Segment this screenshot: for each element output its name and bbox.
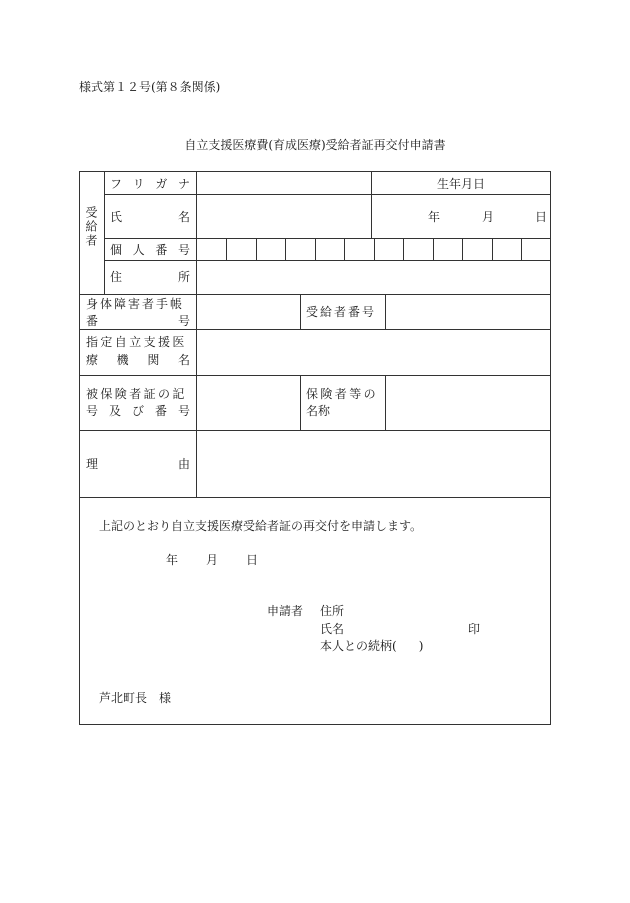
- seal-mark: 印: [468, 622, 481, 636]
- addressee: 芦北町長 様: [99, 691, 172, 705]
- applicant-label: 申請者: [267, 604, 304, 618]
- address-label: 住 所: [110, 270, 190, 284]
- relation-label-text: 本人との続柄(: [320, 639, 397, 653]
- insurance-card-label-line1: 被保険者証の記: [86, 387, 187, 401]
- recipient-number-label: 受給者番号: [306, 305, 377, 319]
- applicant-name-label: 氏名: [320, 622, 345, 636]
- insurance-card-label-line2: 号 及 び 番 号: [86, 404, 190, 418]
- birthdate-label: 生年月日: [436, 177, 485, 191]
- declaration-statement: 上記のとおり自立支援医療受給者証の再交付を申請します。: [99, 519, 423, 533]
- insurer-label-line1: 保険者等の: [306, 387, 379, 401]
- handbook-label-line1: 身体障害者手帳: [86, 297, 185, 311]
- birthdate-year: 年: [428, 210, 441, 224]
- institution-label-line2: 療 機 関 名: [86, 353, 190, 367]
- individual-number-boxes[interactable]: [197, 239, 551, 260]
- reason-label: 理 由: [86, 457, 190, 471]
- application-form: [79, 171, 551, 725]
- form-number: 様式第１２号(第８条関係): [79, 80, 221, 94]
- handbook-label-line2: 番 号: [86, 314, 190, 328]
- institution-label-line1: 指定自立支援医: [86, 335, 187, 349]
- application-date-month: 月: [206, 553, 219, 567]
- furigana-label: フ リ ガ ナ: [110, 177, 190, 191]
- relation-close: ): [418, 639, 424, 653]
- name-label: 氏 名: [110, 210, 190, 224]
- individual-number-label: 個 人 番 号: [110, 243, 190, 257]
- application-date-day: 日: [246, 553, 259, 567]
- application-date-year: 年: [166, 553, 179, 567]
- insurer-label-line2: 名称: [306, 404, 331, 418]
- birthdate-day: 日: [535, 210, 548, 224]
- form-title: 自立支援医療費(育成医療)受給者証再交付申請書: [184, 138, 446, 152]
- recipient-group-label: 受給者: [84, 206, 98, 248]
- applicant-address-label: 住所: [320, 604, 345, 618]
- relation-label: [320, 640, 423, 652]
- birthdate-month: 月: [482, 210, 495, 224]
